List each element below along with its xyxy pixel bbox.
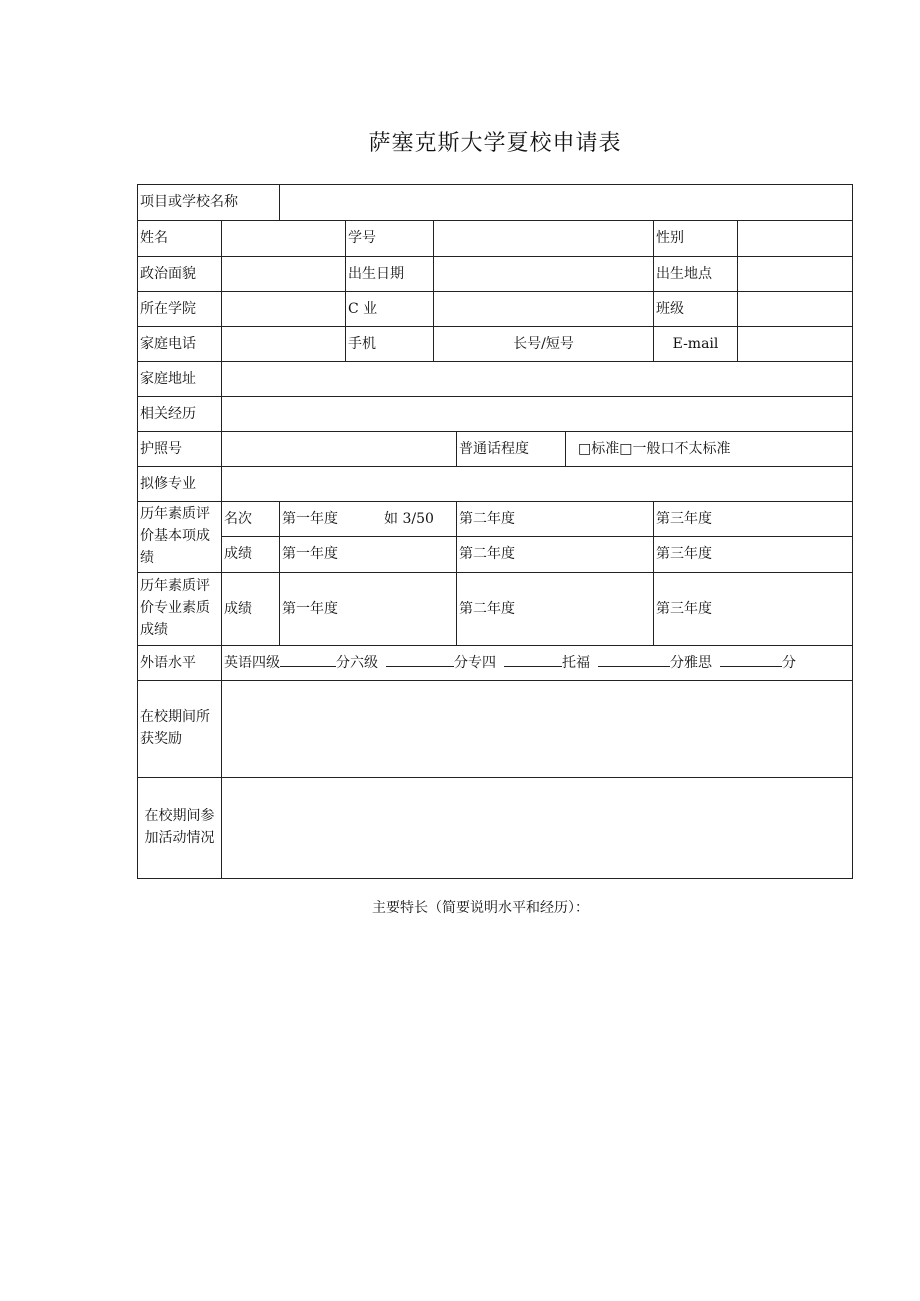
- label-home-address: 家庭地址: [138, 362, 222, 397]
- application-form: [137, 184, 853, 879]
- cet4-blank[interactable]: [280, 654, 336, 667]
- label-student-id: 学号: [346, 221, 434, 257]
- row-program: [138, 185, 853, 221]
- label-experience: 相关经历: [138, 397, 222, 432]
- label-email: E-mail: [654, 327, 738, 362]
- label-birth-place: 出生地点: [654, 257, 738, 292]
- row-professional-score: [138, 573, 853, 646]
- row-college: [138, 292, 853, 327]
- row-name: [138, 221, 853, 257]
- row-passport: [138, 432, 853, 467]
- home-phone-field[interactable]: [222, 327, 346, 362]
- row-experience: [138, 397, 853, 432]
- label-score: 成绩: [222, 537, 280, 573]
- experience-field[interactable]: [222, 397, 853, 432]
- birth-date-field[interactable]: [434, 257, 654, 292]
- label-name: 姓名: [138, 221, 222, 257]
- label-foreign-language: 外语水平: [138, 646, 222, 681]
- basic-rank-year2[interactable]: 第二年度: [457, 502, 654, 537]
- toefl-blank[interactable]: [598, 654, 670, 667]
- professional-score-year2[interactable]: 第二年度: [457, 573, 654, 646]
- label-awards: 在校期间所获奖励: [138, 681, 222, 778]
- professional-score-year3[interactable]: 第三年度: [654, 573, 853, 646]
- ielts-blank[interactable]: [720, 654, 782, 667]
- intended-major-field[interactable]: [222, 467, 853, 502]
- tem4-blank[interactable]: [504, 654, 562, 667]
- activities-field[interactable]: [222, 778, 853, 879]
- mandarin-options[interactable]: □标准□一般口不太标准: [566, 432, 853, 467]
- awards-field[interactable]: [222, 681, 853, 778]
- label-passport: 护照号: [138, 432, 222, 467]
- professional-score-year1[interactable]: 第一年度: [280, 573, 457, 646]
- student-id-field[interactable]: [434, 221, 654, 257]
- label-rank: 名次: [222, 502, 280, 537]
- label-gender: 性别: [654, 221, 738, 257]
- row-awards: [138, 681, 853, 778]
- cet4-label: 英语四级: [224, 655, 280, 672]
- row-address: [138, 362, 853, 397]
- row-political: [138, 257, 853, 292]
- gender-field[interactable]: [738, 221, 853, 257]
- label-political-status: 政治面貌: [138, 257, 222, 292]
- label-activities: 在校期间参加活动情况: [138, 778, 222, 879]
- row-activities: [138, 778, 853, 879]
- label-long-short-number: 长号/短号: [434, 327, 654, 362]
- label-basic-quality-eval: 历年素质评价基本项成绩: [138, 502, 222, 573]
- rank-example: 如 3/50: [384, 510, 434, 527]
- basic-score-year2[interactable]: 第二年度: [457, 537, 654, 573]
- cet6-blank[interactable]: [386, 654, 454, 667]
- basic-rank-year1[interactable]: [280, 502, 457, 537]
- ielts-label: 分雅思: [670, 655, 712, 672]
- passport-field[interactable]: [222, 432, 457, 467]
- basic-score-year1[interactable]: 第一年度: [280, 537, 457, 573]
- label-college: 所在学院: [138, 292, 222, 327]
- home-address-field[interactable]: [222, 362, 853, 397]
- page-title: 萨塞克斯大学夏校申请表: [368, 131, 622, 156]
- label-home-phone: 家庭电话: [138, 327, 222, 362]
- row-basic-score: [138, 537, 853, 573]
- row-foreign-language: [138, 646, 853, 681]
- basic-score-year3[interactable]: 第三年度: [654, 537, 853, 573]
- cet6-label: 分六级: [336, 655, 378, 672]
- label-mobile: 手机: [346, 327, 434, 362]
- language-scores-line[interactable]: [222, 646, 853, 681]
- birth-place-field[interactable]: [738, 257, 853, 292]
- email-field[interactable]: [738, 327, 853, 362]
- tem4-label: 分专四: [454, 655, 496, 672]
- label-class: 班级: [654, 292, 738, 327]
- college-field[interactable]: [222, 292, 346, 327]
- label-program-school: 项目或学校名称: [138, 185, 280, 221]
- name-field[interactable]: [222, 221, 346, 257]
- class-field[interactable]: [738, 292, 853, 327]
- major-field[interactable]: [434, 292, 654, 327]
- footer-note: 主要特长（简要说明水平和经历）：: [372, 900, 589, 916]
- year1-label: 第一年度: [282, 510, 338, 527]
- label-mandarin-level: 普通话程度: [457, 432, 566, 467]
- toefl-label: 托福: [562, 655, 590, 672]
- label-birth-date: 出生日期: [346, 257, 434, 292]
- row-basic-rank: [138, 502, 853, 537]
- row-intended-major: [138, 467, 853, 502]
- label-intended-major: 拟修专业: [138, 467, 222, 502]
- political-status-field[interactable]: [222, 257, 346, 292]
- program-school-field[interactable]: [280, 185, 853, 221]
- label-score: 成绩: [222, 573, 280, 646]
- label-major: C 业: [346, 292, 434, 327]
- label-professional-quality-eval: 历年素质评价专业素质成绩: [138, 573, 222, 646]
- basic-rank-year3[interactable]: 第三年度: [654, 502, 853, 537]
- row-phone: [138, 327, 853, 362]
- end-label: 分: [782, 655, 796, 672]
